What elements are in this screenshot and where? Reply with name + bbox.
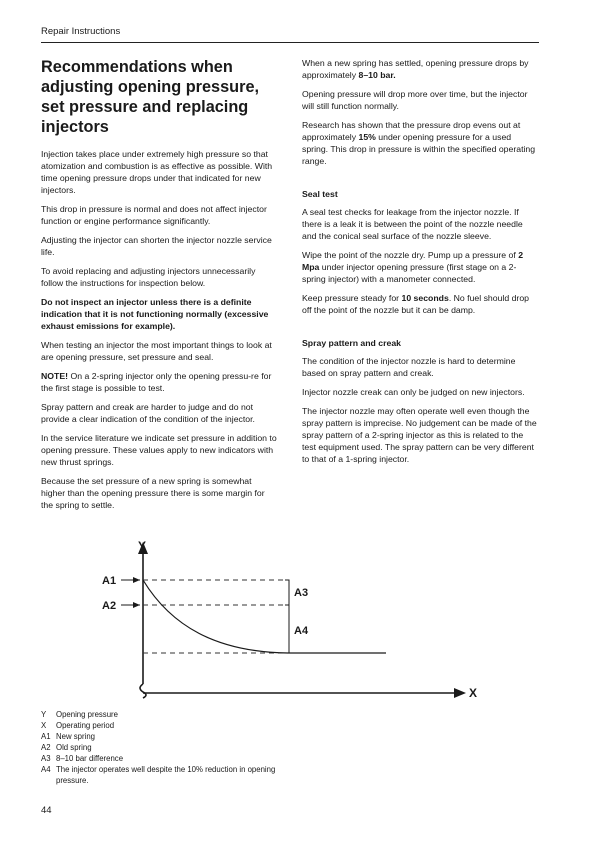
a3-label: A3 <box>294 587 309 599</box>
text-run: under injector opening pressure (first stage on a 2-spring injector) with a manometer connected. <box>302 262 517 284</box>
legend-key: Y <box>41 710 47 719</box>
paragraph: A seal test checks for leakage from the injector nozzle. If there is a leak it is between the point of the nozzle needle and the conical seal surface of the nozzle sleeve. <box>302 207 523 241</box>
legend-text: Operating period <box>56 721 115 730</box>
paragraph: Because the set pressure of a new spring is somewhat higher than the opening pressure there is some margin for the spring to settle. <box>41 476 265 510</box>
text-run: Research has shown that the pressure drop evens out at approximately <box>302 120 521 142</box>
legend-key: X <box>41 721 47 730</box>
right-column <box>302 57 538 472</box>
paragraph: Opening pressure will drop more over time, but the injector will still function normally. <box>302 89 528 111</box>
paragraph: This drop in pressure is normal and does not affect injector function or engine performance significantly. <box>41 204 267 226</box>
y-axis-break <box>140 684 146 698</box>
legend-key: A3 <box>41 754 51 763</box>
note-label: NOTE! <box>41 371 69 381</box>
a4-label: A4 <box>294 625 309 637</box>
legend-text: 8–10 bar difference <box>56 754 124 763</box>
legend-row <box>41 709 291 720</box>
section-heading-spray-pattern: Spray pattern and creak <box>302 338 401 348</box>
y-axis-label: Y <box>138 539 147 553</box>
warning-paragraph: Do not inspect an injector unless there is a definite indication that it is not functioning normally (excessive exhaust emissions for example). <box>41 297 269 331</box>
paragraph: The condition of the injector nozzle is hard to determine based on spray pattern and creak. <box>302 356 516 378</box>
paragraph: Adjusting the injector can shorten the injector nozzle service life. <box>41 235 272 257</box>
text-run: Keep pressure steady for <box>302 293 402 303</box>
a2-label: A2 <box>102 600 117 612</box>
paragraph: To avoid replacing and adjusting injectors unnecessarily follow the instructions for inspection below. <box>41 266 256 288</box>
a3-bracket <box>285 580 289 605</box>
legend-key: A4 <box>41 765 51 774</box>
bold-value: 15% <box>358 132 376 142</box>
page-title: Recommendations when adjusting opening pressure, set pressure and replacing injectors <box>41 58 260 136</box>
section-heading-seal-test: Seal test <box>302 189 338 199</box>
legend-row <box>41 742 291 753</box>
paragraph: Injection takes place under extremely high pressure so that atomization and combustion is as effective as possible. With time opening pressure drops under that indicated for new injectors. <box>41 149 273 195</box>
a4-bracket <box>285 605 289 653</box>
left-column <box>41 57 277 518</box>
text-run: When a new spring has settled, opening pressure drops by approximately <box>302 58 529 80</box>
paragraph <box>302 119 538 167</box>
paragraph <box>302 57 538 81</box>
x-axis-label: X <box>469 686 478 700</box>
a1-label: A1 <box>102 575 117 587</box>
paragraph: In the service literature we indicate set pressure in addition to opening pressure. These values apply to new indicators with new thrust springs. <box>41 433 277 467</box>
bold-value: 2 Mpa <box>302 250 524 272</box>
legend-text: New spring <box>56 732 95 741</box>
paragraph: Injector nozzle creak can only be judged on new injectors. <box>302 387 525 397</box>
note-paragraph <box>41 370 277 394</box>
legend-key: A1 <box>41 732 51 741</box>
paragraph: Spray pattern and creak are harder to judge and do not provide a clear indication of the condition of the injector. <box>41 402 255 424</box>
legend-text: Old spring <box>56 743 92 752</box>
text-run: . No fuel should drop off the point of the nozzle but it can be damp. <box>302 293 529 315</box>
page-number: 44 <box>41 805 52 816</box>
legend-row <box>41 731 291 742</box>
running-header: Repair Instructions <box>41 26 121 37</box>
legend-row <box>41 753 291 764</box>
legend-row <box>41 764 291 786</box>
bold-value: 10 seconds <box>401 293 449 303</box>
pressure-curve <box>143 580 386 653</box>
x-axis-arrowhead <box>454 688 466 698</box>
legend-key: A2 <box>41 743 51 752</box>
legend-text: The injector operates well despite the 10% reduction in opening pressure. <box>56 765 276 785</box>
legend-text: Opening pressure <box>56 710 118 719</box>
paragraph: The injector nozzle may often operate well even though the spray pattern is imprecise. No judgement can be made of the spray pattern of a 2-spring injector as this is related to the test equipment used. The spray pattern can be very different to that of a 1-spring injector. <box>302 406 537 464</box>
paragraph <box>302 292 538 316</box>
note-text: On a 2-spring injector only the opening pressu-re for the first stage is possible to test. <box>41 371 272 393</box>
paragraph <box>302 249 538 285</box>
text-run: under opening pressure for a used spring. This drop in pressure is within the specified operating range. <box>302 132 536 166</box>
diagram-legend <box>41 709 291 786</box>
bold-value: 8–10 bar. <box>358 70 396 80</box>
legend-row <box>41 720 291 731</box>
paragraph: When testing an injector the most important things to look at are opening pressure, set pressure and seal. <box>41 340 272 362</box>
pressure-diagram <box>96 536 496 706</box>
text-run: Wipe the point of the nozzle dry. Pump up a pressure of <box>302 250 519 260</box>
header-rule <box>41 42 539 43</box>
